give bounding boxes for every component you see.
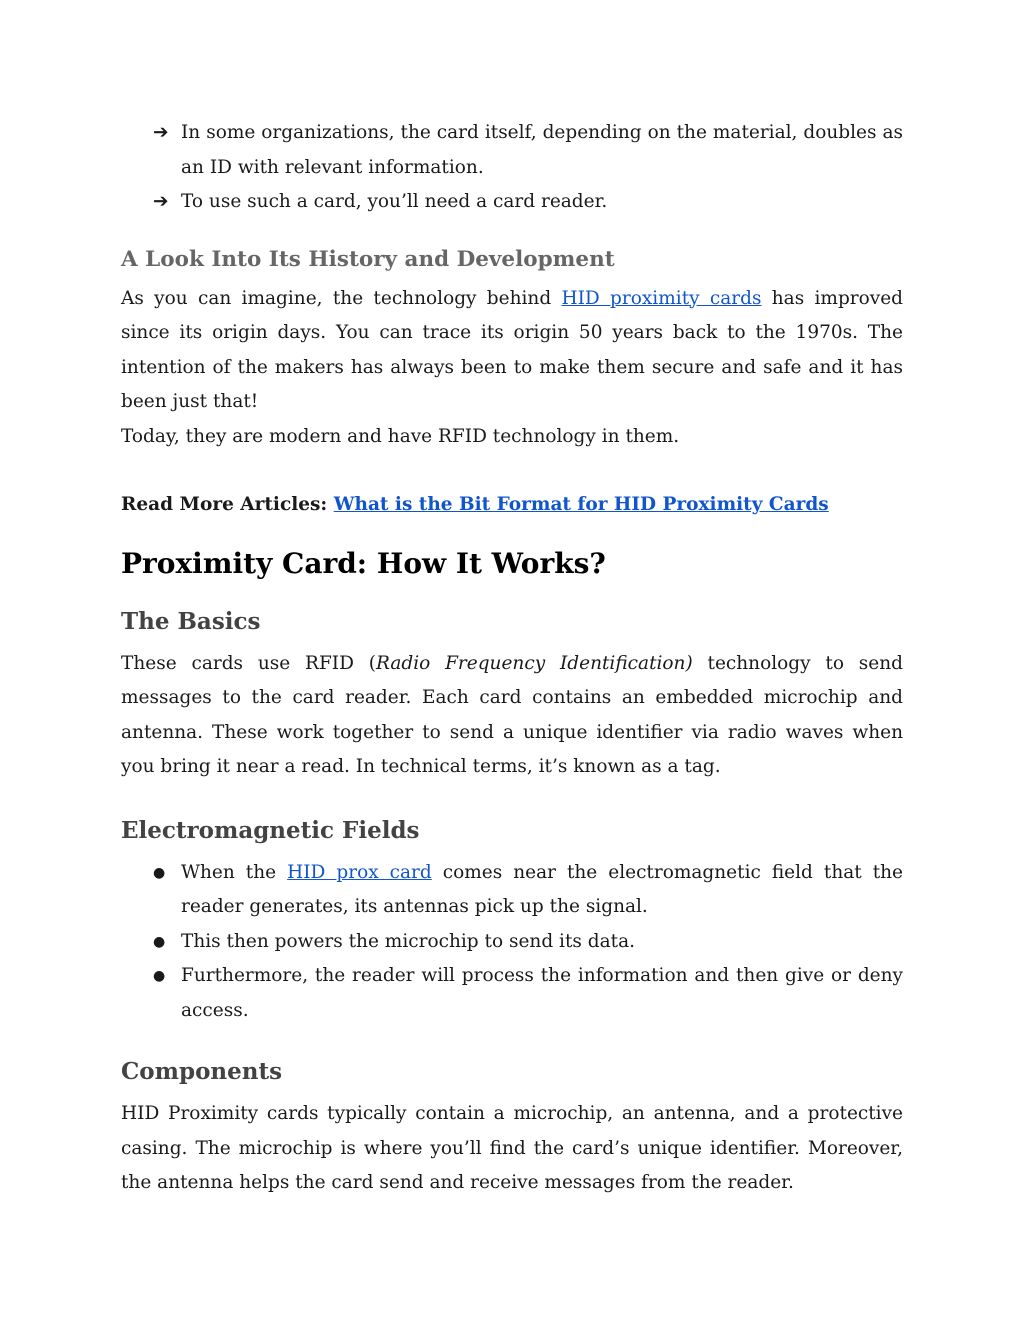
bullet-icon: ●: [153, 864, 166, 881]
hid-proximity-cards-link[interactable]: HID proximity cards: [561, 287, 762, 309]
basics-text-after: technology to send messages to the card reader. Each card contains an embedded microchip and antenna. These work together to send a unique identifier via radio waves when you bring it near a read. In technical terms, it’s known as a tag.: [121, 652, 903, 777]
arrow-icon: ➔: [153, 191, 169, 212]
history-paragraph-2: Today, they are modern and have RFID technology in them.: [121, 425, 680, 447]
intro-list: [121, 116, 903, 220]
bullet-icon: ●: [153, 933, 166, 950]
basics-italic-text: Radio Frequency Identification): [375, 652, 693, 674]
page-title: Proximity Card: How It Works?: [121, 546, 606, 580]
history-text-after: has improved since its origin days. You can trace its origin 50 years back to the 1970s. The intention of the makers has always been to make them secure and safe and it has been just that!: [121, 287, 904, 412]
list-item-text: In some organizations, the card itself, depending on the material, doubles as an ID with relevant information.: [181, 122, 903, 178]
list-item-text: To use such a card, you’ll need a card reader.: [181, 191, 608, 212]
read-more-line: [121, 488, 903, 523]
electromagnetic-heading: Electromagnetic Fields: [121, 816, 420, 844]
read-more-link[interactable]: What is the Bit Format for HID Proximity Cards: [333, 494, 829, 515]
basics-paragraph: [121, 647, 903, 785]
components-heading: Components: [121, 1058, 283, 1085]
arrow-icon: ➔: [153, 122, 169, 143]
history-heading: A Look Into Its History and Development: [121, 246, 615, 272]
history-text-before: As you can imagine, the technology behind: [121, 287, 562, 309]
list-item: [121, 185, 903, 220]
bullet-icon: ●: [153, 968, 166, 984]
hid-prox-card-link[interactable]: HID prox card: [287, 861, 432, 883]
list-item: [121, 959, 903, 1028]
item-text-before: When the: [181, 861, 288, 883]
list-item: [121, 856, 903, 925]
electromagnetic-list: [121, 856, 903, 1029]
basics-heading: The Basics: [121, 607, 261, 635]
list-item-text: [181, 862, 903, 918]
read-more-label: Read More Articles:: [121, 494, 334, 515]
list-item: [121, 116, 903, 185]
list-item-text: This then powers the microchip to send its data.: [181, 930, 635, 952]
item-text-after: comes near the electromagnetic field that the reader generates, its antennas pick up the signal.: [181, 861, 904, 917]
components-paragraph: HID Proximity cards typically contain a microchip, an antenna, and a protective casing. The microchip is where you’ll find the card’s unique identifier. Moreover, the antenna helps the card send and receive messages from the reader.: [121, 1103, 903, 1193]
list-item: [121, 925, 903, 960]
list-item-text: Furthermore, the reader will process the information and then give or deny access.: [181, 965, 903, 1021]
basics-text-before: These cards use RFID (: [121, 652, 376, 674]
document-page: [121, 112, 903, 1201]
history-paragraph: [121, 282, 903, 420]
